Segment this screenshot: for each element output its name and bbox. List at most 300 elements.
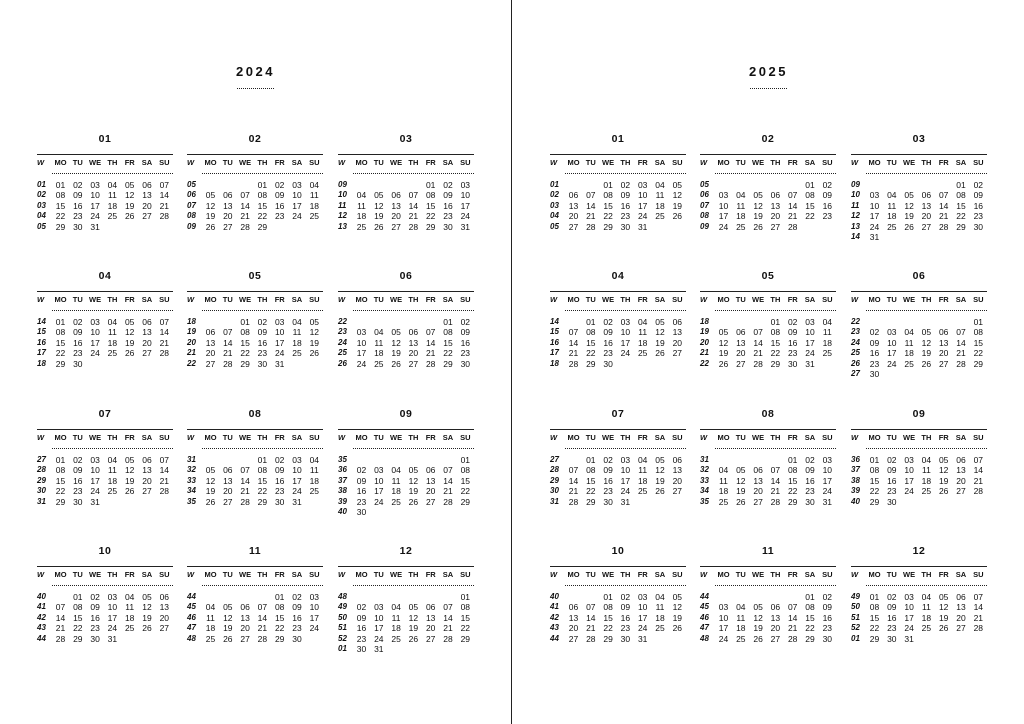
day-cell: 14 xyxy=(973,602,984,613)
weekday-label: FR xyxy=(124,570,135,579)
day-cell: 21 xyxy=(159,200,170,211)
day-cell: 24 xyxy=(904,486,914,497)
day-cell: 09 xyxy=(887,465,897,476)
week-number: 27 xyxy=(550,455,559,464)
week-number: 45 xyxy=(700,602,709,612)
day-cell: 26 xyxy=(655,348,665,359)
weekday-label: MO xyxy=(54,158,67,167)
weekday-header xyxy=(338,429,474,451)
weekday-label: TU xyxy=(72,158,83,167)
week-number: 44 xyxy=(550,633,559,643)
weekday-label: SU xyxy=(822,158,833,167)
day-cell: 11 xyxy=(309,465,319,476)
day-cell: 25 xyxy=(904,358,914,369)
week-number: 31 xyxy=(550,496,559,506)
day-cell: 20 xyxy=(672,475,683,486)
day-cell: 23 xyxy=(787,348,798,359)
day-cell: 04 xyxy=(921,592,932,602)
day-cell: 11 xyxy=(292,327,302,338)
day-cell: 30 xyxy=(620,221,631,232)
day-cell: 20 xyxy=(159,612,170,623)
weekday-label: SA xyxy=(955,433,967,442)
day-cell: 25 xyxy=(292,348,302,359)
month-title: 04 xyxy=(611,270,625,282)
day-cell: 25 xyxy=(391,633,401,644)
weekday-label: FR xyxy=(274,433,285,442)
weekday-label: FR xyxy=(938,295,949,304)
day-cell: 09 xyxy=(603,465,613,476)
day-cell: 09 xyxy=(620,190,631,201)
day-cell: 12 xyxy=(408,475,419,486)
weekday-label: MO xyxy=(717,295,730,304)
header-dotted-rule xyxy=(866,585,987,586)
day-cell: 27 xyxy=(736,358,746,369)
day-cell: 19 xyxy=(124,475,135,486)
week-number: 22 xyxy=(338,317,347,326)
weekday-label: SA xyxy=(955,570,967,579)
day-cell: 14 xyxy=(586,200,596,211)
week-number: 40 xyxy=(550,592,559,601)
day-cell: 19 xyxy=(223,623,233,634)
day-cell: 07 xyxy=(223,327,233,338)
day-cell: 26 xyxy=(205,221,216,232)
day-cell: 29 xyxy=(257,496,268,507)
month-title: 06 xyxy=(912,270,926,282)
weekday-label: TH xyxy=(408,295,419,304)
day-cell: 15 xyxy=(55,337,66,348)
week-column-label: W xyxy=(550,295,558,304)
weekday-label: WE xyxy=(903,158,916,167)
day-cell: 09 xyxy=(356,475,367,486)
day-cell: 08 xyxy=(55,190,66,201)
day-cell: 30 xyxy=(460,358,471,369)
day-cell: 02 xyxy=(90,592,100,602)
day-cell: 08 xyxy=(787,465,798,476)
month-title: 11 xyxy=(761,545,775,557)
day-cell: 22 xyxy=(805,623,815,634)
day-cell: 29 xyxy=(73,633,83,644)
day-cell: 26 xyxy=(408,496,419,507)
day-cell: 25 xyxy=(736,633,746,644)
day-cell: 14 xyxy=(257,612,268,623)
day-cell: 31 xyxy=(637,633,648,644)
day-cell: 19 xyxy=(753,211,763,222)
weekday-label: TU xyxy=(72,433,83,442)
weekday-label: TH xyxy=(921,433,932,442)
day-cell: 30 xyxy=(274,496,285,507)
day-cell: 29 xyxy=(55,358,66,369)
day-cell: 15 xyxy=(805,612,815,623)
week-number: 45 xyxy=(187,602,196,612)
day-cell: 08 xyxy=(55,465,66,476)
month-title: 12 xyxy=(912,545,926,557)
day-cell: 06 xyxy=(391,190,401,201)
week-number: 24 xyxy=(338,337,347,347)
day-cell: 07 xyxy=(443,602,453,613)
week-number: 24 xyxy=(851,337,860,347)
day-cell: 06 xyxy=(568,602,579,613)
day-cell: 22 xyxy=(869,623,880,634)
day-cell: 20 xyxy=(142,337,152,348)
day-cell: 15 xyxy=(770,337,781,348)
day-cell: 17 xyxy=(374,486,384,497)
day-cell: 02 xyxy=(356,465,367,476)
day-cell: 16 xyxy=(603,475,613,486)
day-cell: 21 xyxy=(973,612,984,623)
day-cell: 22 xyxy=(586,348,596,359)
weekday-label: SU xyxy=(672,570,683,579)
week-number: 26 xyxy=(851,358,860,368)
day-cell: 02 xyxy=(805,455,815,465)
day-cell: 26 xyxy=(672,623,683,634)
week-number: 31 xyxy=(700,455,709,464)
week-number: 30 xyxy=(550,486,559,496)
weekday-header xyxy=(851,291,987,313)
day-cell: 02 xyxy=(73,317,83,327)
day-cell: 25 xyxy=(205,633,216,644)
day-cell: 19 xyxy=(374,211,384,222)
weekday-header xyxy=(550,291,686,313)
day-cell: 30 xyxy=(73,358,83,369)
month-title: 02 xyxy=(248,133,262,145)
day-cell: 16 xyxy=(274,475,285,486)
week-number: 40 xyxy=(338,507,347,516)
day-cell: 11 xyxy=(107,190,117,201)
day-cell: 13 xyxy=(956,465,966,476)
month-title: 01 xyxy=(611,133,625,145)
day-cell: 19 xyxy=(205,211,216,222)
day-cell: 02 xyxy=(822,180,833,190)
header-dotted-rule xyxy=(715,585,836,586)
week-number: 47 xyxy=(700,623,709,633)
day-cell: 07 xyxy=(159,180,170,190)
day-cell: 17 xyxy=(309,612,320,623)
day-cell: 04 xyxy=(205,602,216,613)
weekday-label: TU xyxy=(735,570,746,579)
day-cell: 22 xyxy=(425,211,436,222)
day-cell: 26 xyxy=(309,348,320,359)
weekday-label: FR xyxy=(938,570,949,579)
day-cell: 24 xyxy=(292,211,302,222)
day-cell: 11 xyxy=(107,465,117,476)
weekday-label: MO xyxy=(204,295,217,304)
month-title: 12 xyxy=(399,545,413,557)
weekday-label: TU xyxy=(735,433,746,442)
day-cell: 26 xyxy=(672,211,683,222)
week-number: 02 xyxy=(37,190,46,200)
weekday-label: WE xyxy=(239,295,252,304)
day-cell: 09 xyxy=(356,612,367,623)
day-cell: 29 xyxy=(956,221,966,232)
day-cell: 20 xyxy=(770,211,781,222)
day-cell: 13 xyxy=(736,337,746,348)
week-number: 38 xyxy=(338,486,347,496)
day-cell: 13 xyxy=(205,337,216,348)
day-cell: 04 xyxy=(124,592,135,602)
day-cell: 26 xyxy=(124,211,135,222)
day-cell: 28 xyxy=(240,221,250,232)
header-dotted-rule xyxy=(565,585,686,586)
day-cell: 17 xyxy=(107,612,118,623)
weekday-label: SU xyxy=(822,295,833,304)
day-cell: 02 xyxy=(443,180,453,190)
day-cell: 21 xyxy=(443,623,453,634)
day-cell: 23 xyxy=(603,486,613,497)
day-cell: 08 xyxy=(603,190,613,201)
day-cell: 23 xyxy=(620,211,631,222)
weekday-label: TH xyxy=(770,295,781,304)
day-cell: 20 xyxy=(938,348,949,359)
weekday-label: MO xyxy=(54,570,67,579)
day-cell: 08 xyxy=(956,190,966,201)
week-number: 22 xyxy=(851,317,860,326)
day-cell: 31 xyxy=(107,633,118,644)
day-cell: 07 xyxy=(586,602,596,613)
weekday-label: MO xyxy=(204,433,217,442)
day-cell: 02 xyxy=(274,455,285,465)
day-cell: 08 xyxy=(869,602,880,613)
day-cell: 03 xyxy=(904,455,914,465)
day-cell: 17 xyxy=(90,337,100,348)
day-cell: 05 xyxy=(938,455,949,465)
day-cell: 12 xyxy=(124,465,135,476)
day-cell: 23 xyxy=(460,348,471,359)
day-cell: 09 xyxy=(869,337,880,348)
day-cell: 24 xyxy=(869,221,880,232)
day-cell: 17 xyxy=(274,337,285,348)
day-cell: 05 xyxy=(753,190,763,201)
week-number: 48 xyxy=(700,633,709,643)
day-cell: 21 xyxy=(240,211,250,222)
day-cell: 27 xyxy=(568,633,579,644)
weekday-label: TU xyxy=(373,295,384,304)
day-cell: 15 xyxy=(55,200,66,211)
weekday-label: TU xyxy=(373,158,384,167)
day-cell: 17 xyxy=(90,475,100,486)
day-cell: 06 xyxy=(956,455,966,465)
week-number: 18 xyxy=(700,317,709,326)
day-cell: 02 xyxy=(787,317,798,327)
day-cell: 22 xyxy=(603,623,613,634)
weekday-label: TU xyxy=(222,158,233,167)
day-cell: 03 xyxy=(869,190,880,201)
day-cell: 12 xyxy=(672,190,683,201)
day-cell: 13 xyxy=(223,200,233,211)
calendar-page-left xyxy=(0,0,511,724)
day-cell: 08 xyxy=(869,465,880,476)
day-cell: 31 xyxy=(805,358,815,369)
weekday-label: WE xyxy=(903,433,916,442)
weekday-label: WE xyxy=(602,158,615,167)
day-cell: 20 xyxy=(956,475,966,486)
weekday-label: SU xyxy=(672,158,683,167)
day-cell: 26 xyxy=(736,496,746,507)
week-number: 34 xyxy=(187,486,196,496)
weekday-label: SA xyxy=(955,158,967,167)
day-cell: 17 xyxy=(718,211,729,222)
day-cell: 14 xyxy=(408,200,419,211)
weekday-label: FR xyxy=(274,570,285,579)
day-cell: 05 xyxy=(672,180,683,190)
day-cell: 27 xyxy=(956,623,966,634)
day-cell: 09 xyxy=(257,327,268,338)
day-cell: 16 xyxy=(90,612,100,623)
day-cell: 24 xyxy=(637,211,648,222)
day-cell: 15 xyxy=(460,612,471,623)
day-cell: 29 xyxy=(586,358,596,369)
day-cell: 16 xyxy=(356,623,367,634)
day-cell: 23 xyxy=(603,348,613,359)
day-cell: 05 xyxy=(655,317,665,327)
day-cell: 27 xyxy=(956,486,966,497)
day-cell: 08 xyxy=(257,465,268,476)
weekday-label: MO xyxy=(717,158,730,167)
day-cell: 05 xyxy=(223,602,233,613)
week-number: 16 xyxy=(550,337,559,347)
day-cell: 04 xyxy=(637,455,648,465)
weekday-label: SA xyxy=(442,158,454,167)
day-cell: 17 xyxy=(374,623,384,634)
week-number: 05 xyxy=(700,180,709,189)
day-cell: 23 xyxy=(822,211,833,222)
header-dotted-rule xyxy=(565,173,686,174)
week-number: 17 xyxy=(550,348,559,358)
day-cell: 19 xyxy=(142,612,152,623)
day-cell: 08 xyxy=(425,190,436,201)
week-number: 09 xyxy=(338,180,347,189)
day-cell: 01 xyxy=(973,317,984,327)
day-cell: 07 xyxy=(753,327,763,338)
day-cell: 05 xyxy=(142,592,152,602)
day-cell: 27 xyxy=(568,221,579,232)
day-cell: 03 xyxy=(274,317,285,327)
weekday-header xyxy=(37,291,173,313)
day-cell: 03 xyxy=(107,592,118,602)
weekday-label: SA xyxy=(654,158,666,167)
week-number: 31 xyxy=(187,455,196,464)
week-number: 44 xyxy=(37,633,46,643)
day-cell: 12 xyxy=(309,327,320,338)
day-cell: 01 xyxy=(869,455,880,465)
day-cell: 05 xyxy=(391,327,401,338)
day-cell: 27 xyxy=(672,486,683,497)
day-cell: 15 xyxy=(603,200,613,211)
header-dotted-rule xyxy=(565,448,686,449)
day-cell: 02 xyxy=(292,592,302,602)
day-cell: 01 xyxy=(869,592,880,602)
day-cell: 12 xyxy=(408,612,419,623)
day-cell: 08 xyxy=(460,465,471,476)
day-cell: 15 xyxy=(787,475,798,486)
day-cell: 10 xyxy=(718,200,729,211)
day-cell: 06 xyxy=(240,602,250,613)
weekday-header xyxy=(550,154,686,176)
day-cell: 24 xyxy=(90,486,100,497)
weekday-label: TH xyxy=(921,158,932,167)
week-number: 03 xyxy=(550,200,559,210)
day-cell: 28 xyxy=(159,486,170,497)
day-cell: 24 xyxy=(292,486,302,497)
weekday-label: MO xyxy=(355,433,368,442)
weekday-label: SA xyxy=(804,433,816,442)
weekday-label: SA xyxy=(442,433,454,442)
weekday-label: MO xyxy=(355,158,368,167)
day-cell: 13 xyxy=(142,190,152,201)
day-cell: 10 xyxy=(356,337,367,348)
week-number: 19 xyxy=(700,327,709,337)
day-cell: 17 xyxy=(460,200,471,211)
day-cell: 06 xyxy=(142,455,152,465)
day-cell: 19 xyxy=(655,337,665,348)
day-cell: 08 xyxy=(274,602,285,613)
weekday-label: SA xyxy=(804,295,816,304)
day-cell: 11 xyxy=(904,337,914,348)
week-number: 03 xyxy=(37,200,46,210)
day-cell: 22 xyxy=(274,623,285,634)
day-cell: 12 xyxy=(124,327,135,338)
day-cell: 27 xyxy=(408,358,419,369)
day-cell: 16 xyxy=(620,200,631,211)
week-number: 17 xyxy=(37,348,46,358)
week-number: 06 xyxy=(187,190,196,200)
day-cell: 16 xyxy=(973,200,984,211)
weekday-label: MO xyxy=(355,295,368,304)
header-dotted-rule xyxy=(52,173,173,174)
day-cell: 10 xyxy=(374,475,384,486)
week-column-label: W xyxy=(338,433,346,442)
day-cell: 27 xyxy=(142,486,152,497)
day-cell: 03 xyxy=(374,465,384,476)
weekday-label: SU xyxy=(672,295,683,304)
week-number: 12 xyxy=(338,211,347,221)
day-cell: 28 xyxy=(443,633,453,644)
day-cell: 10 xyxy=(718,612,729,623)
weekday-label: TH xyxy=(257,433,268,442)
day-cell: 03 xyxy=(309,592,320,602)
day-cell: 19 xyxy=(655,475,665,486)
day-cell: 23 xyxy=(73,486,83,497)
week-column-label: W xyxy=(187,570,195,579)
day-cell: 24 xyxy=(718,633,729,644)
day-cell: 15 xyxy=(443,337,453,348)
weekday-label: MO xyxy=(567,570,580,579)
day-cell: 05 xyxy=(408,465,419,476)
day-cell: 01 xyxy=(805,180,815,190)
weekday-label: WE xyxy=(89,433,102,442)
day-cell: 24 xyxy=(887,358,897,369)
day-cell: 29 xyxy=(805,633,815,644)
day-cell: 04 xyxy=(736,190,746,201)
day-cell: 09 xyxy=(73,327,83,338)
weekday-label: TU xyxy=(585,158,596,167)
weekday-label: SU xyxy=(309,158,320,167)
day-cell: 18 xyxy=(107,337,118,348)
day-cell: 18 xyxy=(655,200,665,211)
day-cell: 18 xyxy=(309,200,320,211)
day-cell: 04 xyxy=(391,465,401,476)
day-cell: 30 xyxy=(603,358,613,369)
day-cell: 18 xyxy=(736,211,746,222)
day-cell: 16 xyxy=(292,612,302,623)
day-cell: 06 xyxy=(753,465,763,476)
day-cell: 30 xyxy=(356,507,367,517)
day-cell: 31 xyxy=(822,496,833,507)
weekday-label: SA xyxy=(291,433,303,442)
day-cell: 06 xyxy=(770,602,781,613)
day-cell: 22 xyxy=(460,486,471,497)
week-number: 07 xyxy=(187,200,196,210)
weekday-label: FR xyxy=(124,295,135,304)
